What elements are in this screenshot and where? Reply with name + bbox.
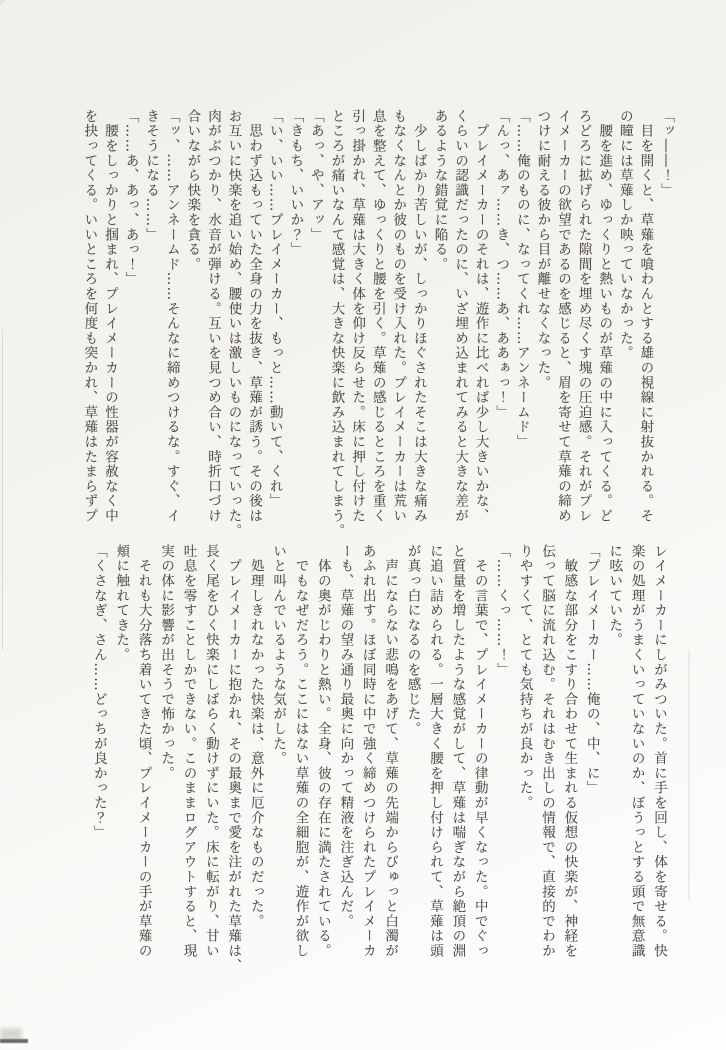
text-line: その言葉で、プレイメーカーの律動が早くなった。中でぐっ <box>471 544 488 959</box>
text-line: 「……くっ……！」 <box>494 544 511 678</box>
text-line: お互いに快楽を追い始め、腰使いは激しいものになっていった。 <box>225 109 242 539</box>
text-line: 「……俺のものに、なってくれ……アンネームド」 <box>513 109 530 450</box>
text-line: 実の体に影響が出そうで怖かった。 <box>158 544 175 781</box>
text-line: もなくなんとか彼のものを受け入れた。プレイメーカーは荒い <box>390 109 407 524</box>
text-line: 「あっ、や、アッ」 <box>307 109 324 243</box>
text-line: くらいの認識だったのに、いざ埋め込まれてみると大きな差が <box>452 109 469 524</box>
upper-text-block <box>79 109 676 539</box>
scan-smudge-dark <box>0 1039 28 1043</box>
text-line: あるような錯覚に陥る。 <box>431 109 448 272</box>
scan-streak <box>688 650 690 900</box>
text-line: プレイメーカーのそれは、遊作に比べれば少し大きいかな、 <box>472 109 489 524</box>
text-line: 敏感な部分をこすり合わせて生まれる仮想の快楽が、神経を <box>561 544 578 959</box>
text-line: 伝って脳に流れ込む。それはむき出しの情報で、直接的でわか <box>538 544 555 959</box>
text-line: 腰をしっかりと掴まれ、プレイメーカーの性器が容赦なく中 <box>101 109 118 524</box>
text-line: ところが痛いなんて感覚は、大きな快楽に飲み込まれてしまう。 <box>328 109 345 539</box>
text-line: 腰を進め、ゆっくりと熱いものが草薙の中に入ってくる。ど <box>596 109 613 524</box>
text-line: 「くさなぎ、さん……どっちが良かった？」 <box>90 544 107 840</box>
text-line: 処理しきれなかった快楽は、意外に厄介なものだった。 <box>247 544 264 929</box>
text-line: に呟いていた。 <box>606 544 623 648</box>
text-line: 頬に触れてきた。 <box>113 544 130 663</box>
text-line: それも大分落ち着いてきた頃、プレイメーカーの手が草薙の <box>135 544 152 959</box>
text-line: 目を開くと、草薙を喰わんとする雄の視線に射抜かれる。そ <box>637 109 654 524</box>
text-line: 息を整えて、ゆっくりと腰を引く。草薙の感じるところを重く <box>369 109 386 524</box>
text-line: つけに耐える彼から目が離せなくなった。 <box>534 109 551 391</box>
text-line: イメーカーの欲望であるのを感じると、眉を寄せて草薙の締め <box>555 109 572 524</box>
text-line: 声にならない悲鳴をあげて、草薙の先端からびゅっと白濁が <box>382 544 399 959</box>
corner-fold-mark <box>0 0 14 7</box>
text-line: いと叫んでいるような気がした。 <box>270 544 287 766</box>
text-line: 「……あ、あっ、あっ！」 <box>122 109 139 287</box>
text-line: ーも、草薙の望み通り最奥に向かって精液を注ぎ込んだ。 <box>337 544 354 929</box>
text-line: あふれ出す。ほぼ同時に中で強く締めつけられたプレイメーカ <box>359 544 376 959</box>
text-line: に追い詰められる。一層大きく腰を押し付けられて、草薙は頭 <box>426 544 443 959</box>
page-edge-line <box>2 330 3 650</box>
text-line: 楽の処理がうまくいっていないのか、ぼうっとする頭で無意識 <box>628 544 645 959</box>
text-line: 肉がぶつかり、水音が弾ける。互いを見つめ合い、時折口づけ <box>204 109 221 524</box>
text-line: りやすくて、とても気持ちが良かった。 <box>516 544 533 811</box>
text-line: 長く尾をひく快楽にしばらく動けずにいた。床に転がり、甘い <box>202 544 219 959</box>
text-line: が真っ白になるのを感じた。 <box>404 544 421 737</box>
text-line: きそうになる……」 <box>143 109 160 243</box>
text-line: 吐息を零すことしかできない。このままログアウトすると、現 <box>180 544 197 959</box>
text-line: 体の奥がじわりと熱い。全身、彼の存在に満たされている。 <box>314 544 331 959</box>
text-line: と質量を増したような感覚がして、草薙は喘ぎながら絶頂の淵 <box>449 544 466 959</box>
text-line: の瞳には草薙しか映っていなかった。 <box>616 109 633 361</box>
text-line: でもなぜだろう。ここにはない草薙の全細胞が、遊作が欲し <box>292 544 309 959</box>
text-line: 思わず込もっていた全身の力を抜き、草薙が誘う。その後は <box>246 109 263 524</box>
lower-text-block <box>87 544 670 974</box>
text-line: 引っ掛かれ、草薙は大きく体を仰け反らせた。床に押し付けた <box>349 109 366 524</box>
text-line: 「ッ――！」 <box>658 109 674 198</box>
text-line: プレイメーカーに抱かれ、その最奥まで愛を注がれた草薙は、 <box>225 544 242 974</box>
text-line: ろどろに拡げられた隙間を埋め尽くす塊の圧迫感。それがプレ <box>575 109 592 524</box>
text-line: 「きもち、いいか？」 <box>287 109 304 257</box>
text-line: を抉ってくる。いいところを何度も突かれ、草薙はたまらずプ <box>81 109 98 524</box>
text-line: 少しばかり苦しいが、しっかりほぐされたそこは大きな痛み <box>410 109 427 524</box>
text-line: レイメーカーにしがみついた。首に手を回し、体を寄せる。快 <box>651 544 667 959</box>
text-line: 「プレイメーカー……俺の、中、に」 <box>583 544 600 796</box>
text-line: 「い、いい……プレイメーカー、もっと……動いて、くれ」 <box>266 109 283 509</box>
text-line: 合いながら快楽を貪る。 <box>184 109 201 272</box>
text-line: 「ッ、……アンネームド……そんなに締めつけるな。すぐ、イ <box>163 109 180 524</box>
text-line: 「んっ、あァ……き、つ……あ、ああぁっ！」 <box>493 109 510 420</box>
